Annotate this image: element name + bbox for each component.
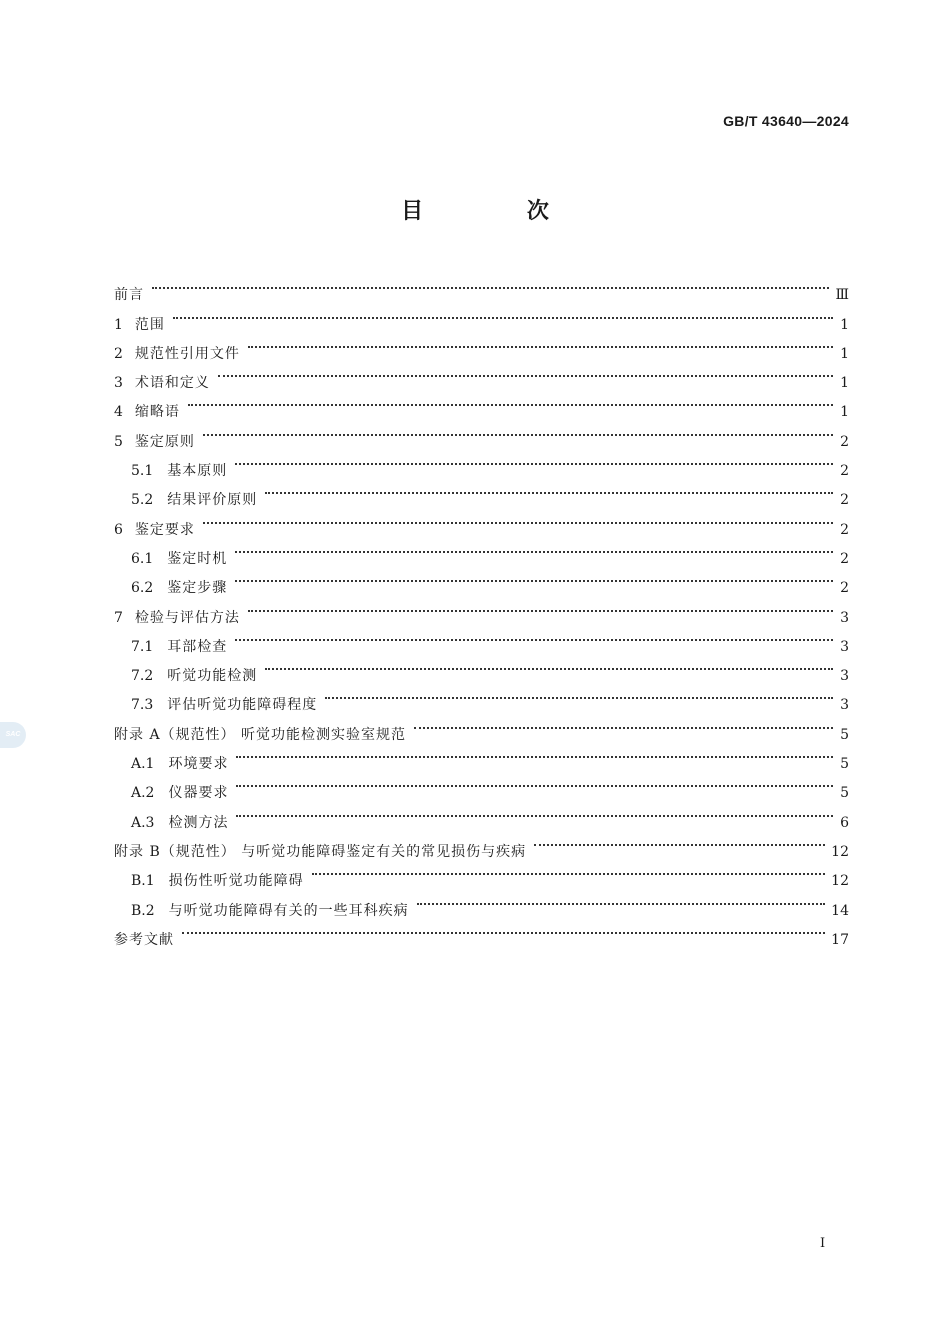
sac-watermark-logo bbox=[0, 722, 26, 748]
toc-entry-number: 6.1 bbox=[131, 550, 154, 567]
toc-entry-title: 耳部检查 bbox=[167, 638, 228, 655]
toc-dot-leader bbox=[312, 856, 826, 885]
toc-entry-page: Ⅲ bbox=[835, 287, 849, 304]
toc-entry-title: 鉴定步骤 bbox=[167, 580, 228, 597]
toc-dot-leader bbox=[534, 827, 825, 856]
toc-entry-page: 2 bbox=[840, 521, 849, 538]
toc-entry-title: 缩略语 bbox=[134, 404, 180, 421]
toc-dot-leader bbox=[173, 299, 833, 328]
toc-entry-title: 前言 bbox=[114, 287, 144, 304]
toc-entry-title: 附录 A（规范性） 听觉功能检测实验室规范 bbox=[114, 726, 407, 743]
toc-dot-leader bbox=[235, 534, 833, 563]
toc-dot-leader bbox=[248, 329, 833, 358]
toc-entry-title: 检验与评估方法 bbox=[134, 609, 240, 626]
toc-entry[interactable] bbox=[114, 299, 849, 333]
toc-entry-page: 2 bbox=[840, 580, 849, 597]
toc-entry-number: 5 bbox=[114, 433, 123, 450]
toc-entry-page: 3 bbox=[840, 697, 849, 714]
toc-entry-number: 2 bbox=[114, 345, 123, 362]
toc-dot-leader bbox=[325, 680, 833, 709]
toc-dot-leader bbox=[203, 416, 833, 445]
toc-dot-leader bbox=[182, 915, 825, 944]
toc-dot-leader bbox=[203, 504, 833, 533]
toc-entry-title: 结果评价原则 bbox=[167, 492, 258, 509]
toc-entry-page: 2 bbox=[840, 463, 849, 480]
toc-entry-page: 17 bbox=[831, 931, 849, 948]
toc-entry-page: 3 bbox=[840, 668, 849, 685]
toc-dot-leader bbox=[152, 270, 829, 299]
toc-entry-page: 14 bbox=[831, 902, 849, 919]
toc-dot-leader bbox=[236, 797, 833, 826]
sac-watermark-text: SAC bbox=[5, 731, 21, 738]
toc-entry-page: 6 bbox=[840, 814, 849, 831]
toc-entry-title: 规范性引用文件 bbox=[134, 345, 240, 362]
toc-entry-number: A.2 bbox=[131, 785, 155, 802]
toc-entry-number: A.1 bbox=[131, 756, 155, 773]
toc-dot-leader bbox=[248, 592, 833, 621]
toc-entry-title: 与听觉功能障碍有关的一些耳科疾病 bbox=[168, 902, 409, 919]
toc-entry-page: 3 bbox=[840, 638, 849, 655]
toc-entry-page: 12 bbox=[831, 873, 849, 890]
toc-entry-number: B.1 bbox=[131, 873, 155, 890]
toc-entry-number: 7.1 bbox=[131, 638, 154, 655]
standard-number: GB/T 43640—2024 bbox=[723, 113, 849, 129]
toc-entry-title: 环境要求 bbox=[168, 756, 229, 773]
toc-entry-title: 鉴定要求 bbox=[134, 521, 195, 538]
toc-dot-leader bbox=[218, 358, 833, 387]
toc-entry-title: 术语和定义 bbox=[134, 375, 210, 392]
toc-entry[interactable] bbox=[114, 446, 849, 480]
toc-entry-title: 附录 B（规范性） 与听觉功能障碍鉴定有关的常见损伤与疾病 bbox=[114, 843, 527, 860]
toc-entry-number: 6 bbox=[114, 521, 123, 538]
toc-entry-title: 参考文献 bbox=[114, 931, 174, 948]
toc-dot-leader bbox=[235, 622, 833, 651]
toc-entry-title: 范围 bbox=[134, 316, 165, 333]
toc-entry-title: 鉴定原则 bbox=[134, 433, 195, 450]
toc-entry-number: 4 bbox=[114, 404, 123, 421]
toc-entry-title: 检测方法 bbox=[168, 814, 229, 831]
toc-entry-page: 1 bbox=[840, 316, 849, 333]
toc-entry-page: 12 bbox=[831, 843, 849, 860]
toc-dot-leader bbox=[417, 885, 826, 914]
page-title: 目 次 bbox=[401, 199, 597, 224]
table-of-contents bbox=[114, 270, 849, 948]
toc-entry[interactable] bbox=[114, 416, 849, 450]
toc-entry-number: B.2 bbox=[131, 902, 155, 919]
toc-entry-number: 6.2 bbox=[131, 580, 154, 597]
toc-entry[interactable] bbox=[114, 358, 849, 392]
toc-entry[interactable] bbox=[114, 387, 849, 421]
toc-entry-page: 1 bbox=[840, 375, 849, 392]
toc-entry-title: 仪器要求 bbox=[168, 785, 229, 802]
toc-entry-title: 基本原则 bbox=[167, 463, 228, 480]
toc-entry-page: 3 bbox=[840, 609, 849, 626]
toc-entry-number: 7.2 bbox=[131, 668, 154, 685]
toc-entry-page: 2 bbox=[840, 492, 849, 509]
toc-entry-title: 损伤性听觉功能障碍 bbox=[168, 873, 304, 890]
toc-entry-number: A.3 bbox=[131, 814, 155, 831]
toc-entry-number: 5.2 bbox=[131, 492, 154, 509]
toc-entry[interactable] bbox=[114, 329, 849, 362]
toc-entry[interactable] bbox=[114, 270, 849, 304]
toc-entry-page: 2 bbox=[840, 433, 849, 450]
toc-entry-title: 评估听觉功能障碍程度 bbox=[167, 697, 318, 714]
toc-entry-number: 3 bbox=[114, 375, 123, 392]
toc-entry-page: 5 bbox=[840, 756, 849, 773]
toc-entry-number: 7 bbox=[114, 609, 123, 626]
toc-dot-leader bbox=[236, 768, 833, 797]
toc-dot-leader bbox=[236, 739, 833, 768]
toc-entry-page: 5 bbox=[840, 785, 849, 802]
toc-dot-leader bbox=[235, 446, 833, 475]
toc-entry-page: 1 bbox=[840, 345, 849, 362]
toc-entry-page: 5 bbox=[840, 726, 849, 743]
toc-dot-leader bbox=[414, 709, 833, 738]
toc-dot-leader bbox=[188, 387, 833, 416]
toc-entry[interactable] bbox=[114, 915, 849, 948]
toc-dot-leader bbox=[265, 651, 833, 680]
toc-entry-number: 5.1 bbox=[131, 463, 154, 480]
page-number: Ⅰ bbox=[820, 1236, 826, 1251]
toc-dot-leader bbox=[265, 475, 833, 504]
toc-entry[interactable] bbox=[114, 504, 849, 538]
toc-entry[interactable] bbox=[114, 534, 849, 567]
toc-entry-title: 鉴定时机 bbox=[167, 550, 228, 567]
toc-entry-title: 听觉功能检测 bbox=[167, 668, 258, 685]
toc-entry-number: 1 bbox=[114, 316, 123, 333]
toc-dot-leader bbox=[235, 563, 833, 592]
toc-entry-number: 7.3 bbox=[131, 697, 154, 714]
toc-entry-page: 2 bbox=[840, 550, 849, 567]
toc-entry-page: 1 bbox=[840, 404, 849, 421]
